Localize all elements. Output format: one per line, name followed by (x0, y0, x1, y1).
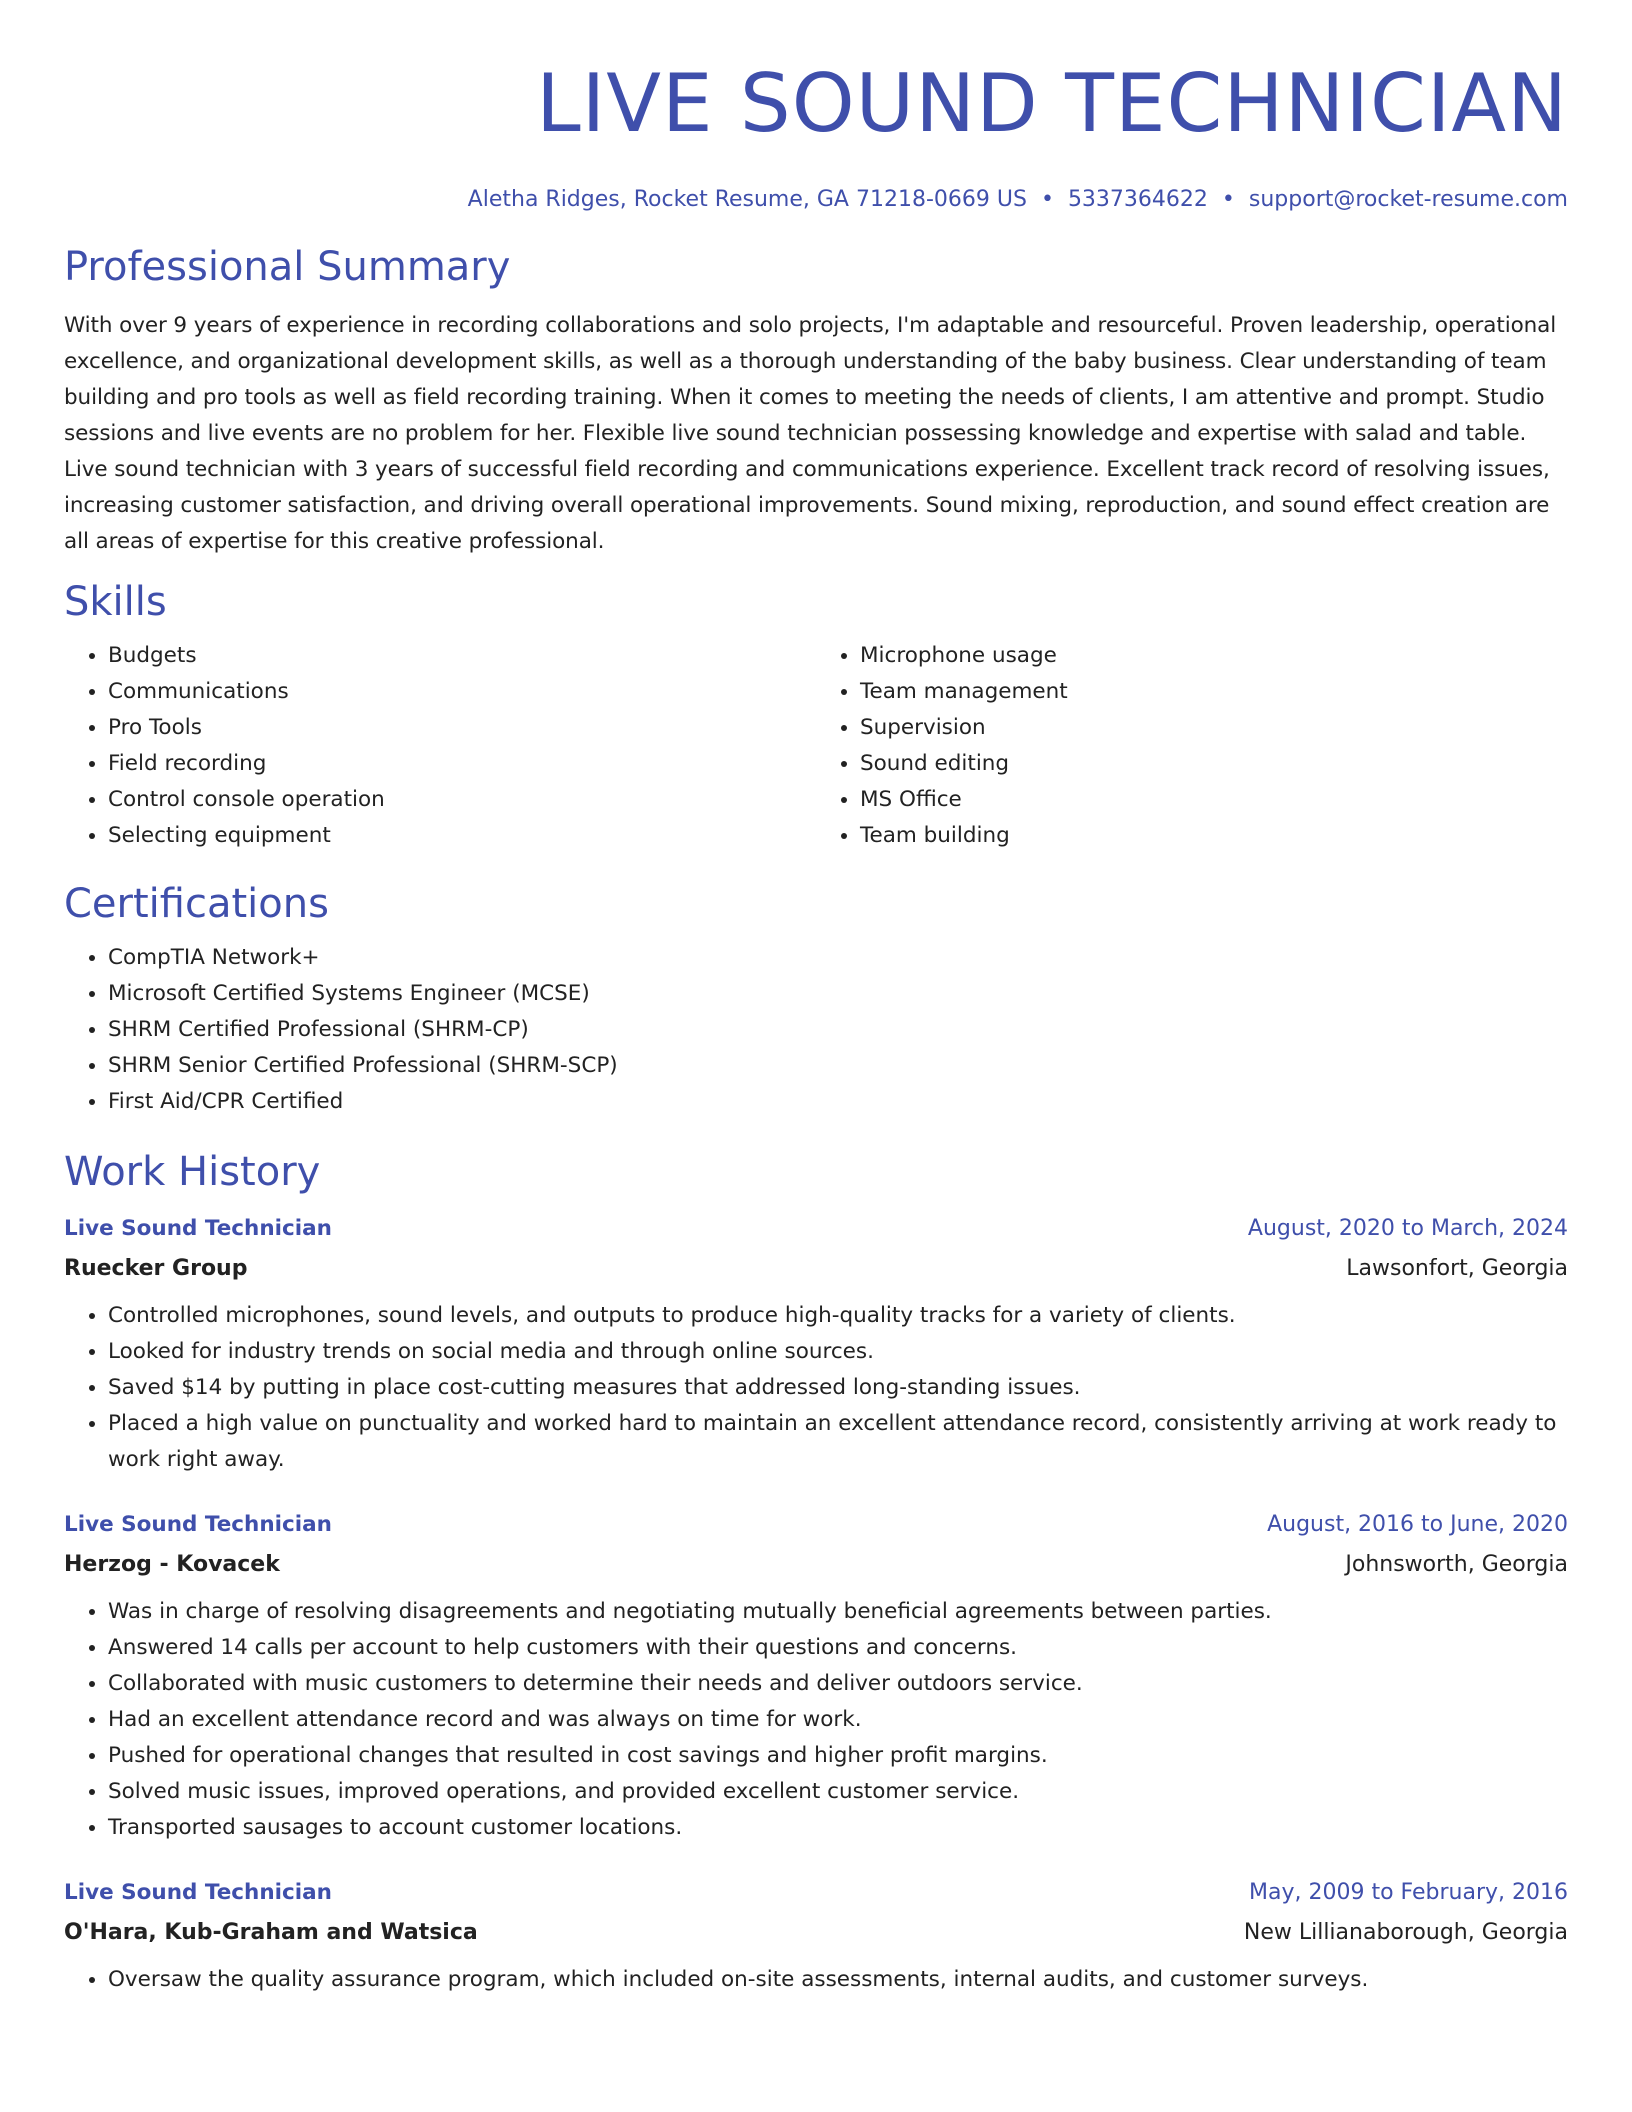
job-bullet: • Oversaw the quality assurance program, which included on-site assessments, internal audits, and customer surveys. (108, 1962, 1568, 1998)
skill-item: • Field recording (108, 746, 816, 782)
job-location: Johnsworth, Georgia (1345, 1552, 1568, 1577)
job-bullet: • Transported sausages to account customer locations. (108, 1810, 1568, 1846)
skill-item: • Control console operation (108, 782, 816, 818)
summary-text: With over 9 years of experience in recording collaborations and solo projects, I'm adaptable and resourceful. Proven leadership, operational excellence, and organizational development skills, as well as a thorough understanding of the baby business. Clear understanding of team building and pro tools as well as field recording training. When it comes to meeting the needs of clients, I am attentive and prompt. Studio sessions and live events are no problem for her. Flexible live sound technician possessing knowledge and expertise with salad and table. Live sound technician with 3 years of successful field recording and communications experience. Excellent track record of resolving issues, increasing customer satisfaction, and driving overall operational improvements. Sound mixing, reproduction, and sound effect creation are all areas of expertise for this creative professional. (64, 313, 1557, 554)
job-company-row (64, 1548, 1568, 1582)
job-entry (64, 1876, 1568, 1998)
job-bullet: • Solved music issues, improved operations, and provided excellent customer service. (108, 1774, 1568, 1810)
certification-item: • SHRM Certified Professional (SHRM-CP) (108, 1012, 1568, 1048)
contact-email: support@rocket-resume.com (1248, 187, 1568, 212)
job-company-row (64, 1916, 1568, 1950)
job-company-row (64, 1252, 1568, 1286)
job-entry (64, 1212, 1568, 1478)
job-bullet: • Looked for industry trends on social media and through online sources. (108, 1334, 1568, 1370)
job-bullet: • Answered 14 calls per account to help customers with their questions and concerns. (108, 1630, 1568, 1666)
job-title-row (64, 1212, 1568, 1246)
job-entry (64, 1508, 1568, 1846)
skills-list-right (816, 638, 1568, 854)
job-title: Live Sound Technician (64, 1216, 332, 1241)
skills-columns (64, 638, 1568, 854)
certifications-heading: Certifications (64, 881, 329, 927)
skill-item: • Microphone usage (860, 638, 1568, 674)
skill-item: • Communications (108, 674, 816, 710)
skill-item: • Sound editing (860, 746, 1568, 782)
certification-item: • CompTIA Network+ (108, 940, 1568, 976)
work-history-heading: Work History (64, 1149, 321, 1195)
skill-item: • Supervision (860, 710, 1568, 746)
job-bullets (64, 1962, 1568, 1998)
job-bullet: • Was in charge of resolving disagreements and negotiating mutually beneficial agreements between parties. (108, 1594, 1568, 1630)
skill-item: • Budgets (108, 638, 816, 674)
job-bullet: • Controlled microphones, sound levels, and outputs to produce high-quality tracks for a variety of clients. (108, 1298, 1568, 1334)
job-dates: May, 2009 to February, 2016 (1249, 1880, 1568, 1905)
job-title-row (64, 1508, 1568, 1542)
job-bullets (64, 1594, 1568, 1846)
job-company: O'Hara, Kub-Graham and Watsica (64, 1920, 478, 1945)
resume-page (64, 0, 1568, 1998)
skills-list-left (64, 638, 816, 854)
skills-heading: Skills (64, 579, 167, 625)
job-bullet: • Pushed for operational changes that resulted in cost savings and higher profit margins. (108, 1738, 1568, 1774)
certifications-list (64, 940, 1568, 1120)
job-bullet: • Saved $14 by putting in place cost-cutting measures that addressed long-standing issues. (108, 1370, 1568, 1406)
job-bullet: • Placed a high value on punctuality and worked hard to maintain an excellent attendance record, consistently arriving at work ready to work right away. (108, 1406, 1568, 1478)
certification-item: • SHRM Senior Certified Professional (SHRM-SCP) (108, 1048, 1568, 1084)
job-title: Live Sound Technician (64, 1512, 332, 1537)
contact-separator: • (1040, 187, 1054, 212)
skill-item: • Team management (860, 674, 1568, 710)
skills-section (64, 578, 1568, 854)
skill-item: • MS Office (860, 782, 1568, 818)
summary-section (64, 243, 1568, 560)
certifications-section (64, 880, 1568, 1120)
summary-heading: Professional Summary (64, 244, 511, 290)
skill-item: • Selecting equipment (108, 818, 816, 854)
job-company: Herzog - Kovacek (64, 1552, 280, 1577)
contact-address: Aletha Ridges, Rocket Resume, GA 71218-0669 US (467, 187, 1027, 212)
job-bullet: • Collaborated with music customers to determine their needs and deliver outdoors service. (108, 1666, 1568, 1702)
job-bullet: • Had an excellent attendance record and was always on time for work. (108, 1702, 1568, 1738)
job-location: New Lillianaborough, Georgia (1243, 1920, 1568, 1945)
job-dates: August, 2016 to June, 2020 (1267, 1512, 1568, 1537)
contact-separator: • (1221, 187, 1235, 212)
job-location: Lawsonfort, Georgia (1346, 1256, 1568, 1281)
job-title-row (64, 1876, 1568, 1910)
certification-item: • Microsoft Certified Systems Engineer (MCSE) (108, 976, 1568, 1012)
certification-item: • First Aid/CPR Certified (108, 1084, 1568, 1120)
job-dates: August, 2020 to March, 2024 (1247, 1216, 1568, 1241)
contact-phone: 5337364622 (1067, 187, 1208, 212)
job-bullets (64, 1298, 1568, 1478)
resume-title: LIVE SOUND TECHNICIAN (536, 57, 1568, 150)
job-company: Ruecker Group (64, 1256, 248, 1281)
skill-item: • Team building (860, 818, 1568, 854)
contact-line (64, 186, 1568, 214)
skill-item: • Pro Tools (108, 710, 816, 746)
job-title: Live Sound Technician (64, 1880, 332, 1905)
work-history-section (64, 1148, 1568, 1998)
